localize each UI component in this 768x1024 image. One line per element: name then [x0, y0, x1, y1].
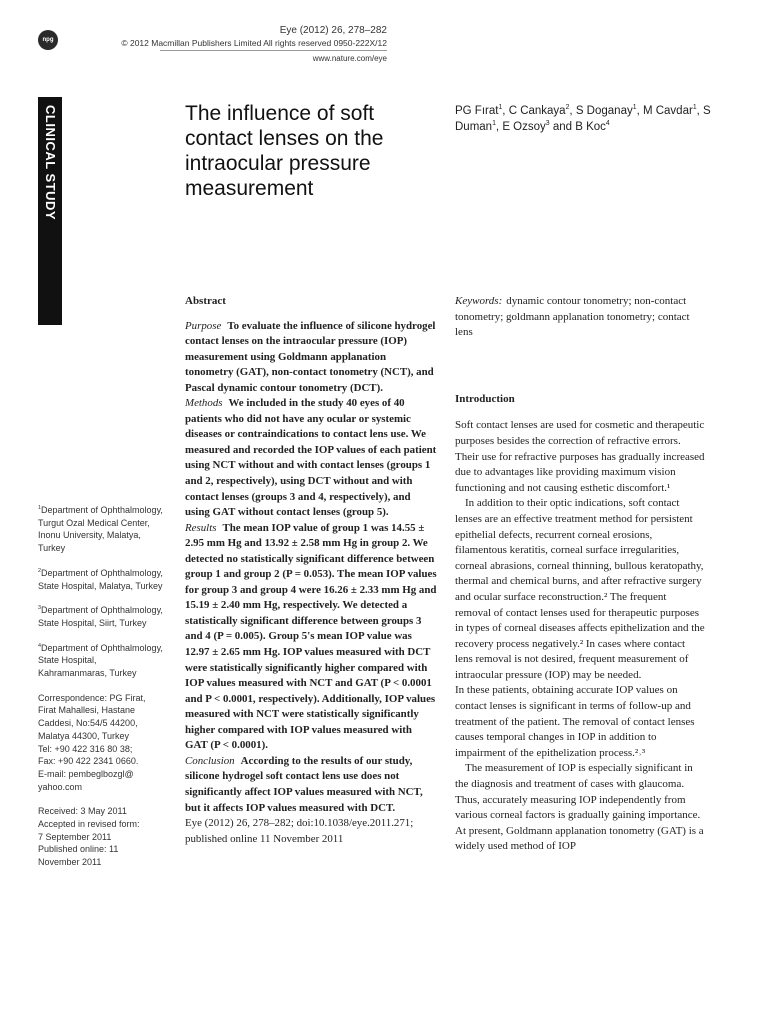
author-list: PG Fırat$^1$, C Cankaya$^2$, S Doganay$^1$, M Cavdar$^1$, S Duman$^1$, E Ozsoy$^3$ and B Koc$^4$	[455, 104, 711, 133]
date-line: 7 September 2011	[38, 831, 112, 842]
intro-paragraph: In addition to their optic indications, soft contact lenses are an effective treatment method for persistent epithelial defects, recurrent corneal erosions, filamentous keratitis, corneal surface irregularities, corneal abrasions, corneal thinning, bullous keratopathy, thermal and chemical burns, and after refractive surgery and ocular surface reconstruction.² The frequent removal of contact lenses used for therapeutic purposes in types of corneal diseases affects epithelization and the recovery process negatively.² In cases where contact lens removal is not desired, frequent measurement of intraocular pressure (IOP) may be needed.	[455, 497, 705, 681]
affiliation-number: 2	[38, 567, 41, 574]
affiliation-text: Department of Ophthalmology, State Hospital, Siirt, Turkey	[38, 605, 163, 628]
author-name: B Koc	[575, 121, 606, 133]
author-name: S Doganay	[575, 105, 633, 117]
date-line: Published online: 11	[38, 844, 119, 855]
abstract-citation: Eye (2012) 26, 278–282; doi:10.1038/eye.2011.271; published online 11 November 2011	[185, 817, 414, 845]
correspondence-line: Tel: +90 422 316 80 38;	[38, 743, 133, 754]
abstract-purpose-label: Purpose	[185, 319, 222, 332]
author-affiliation-mark: 1	[632, 104, 637, 112]
abstract-conclusion	[185, 754, 437, 816]
affiliation-number: 3	[38, 605, 41, 612]
side-notes	[38, 504, 164, 869]
affiliation-text: Department of Ophthalmology, State Hospital, Malatya, Turkey	[38, 567, 163, 591]
author-affiliation-mark: 2	[565, 104, 570, 112]
abstract-heading: Abstract	[185, 295, 226, 307]
abstract-methods	[185, 396, 437, 520]
author-affiliation-mark: 4	[605, 120, 610, 128]
abstract-purpose	[185, 319, 437, 397]
abstract-conclusion-text: According to the results of our study, silicone hydrogel soft contact lens use does not significantly affect IOP values measured with NCT, but it affects IOP values measured with DCT.	[185, 754, 423, 814]
correspondence-line: Malatya 44300, Turkey	[38, 730, 130, 741]
keywords-text: dynamic contour tonometry; non-contact tonometry; goldmann applanation tonometry; contact lens	[455, 295, 690, 339]
affiliation-number: 4	[38, 642, 41, 649]
author-name: S Duman	[455, 105, 711, 133]
keywords-label: Keywords:	[455, 295, 503, 307]
affiliation-number: 1	[38, 505, 41, 511]
author-affiliation-mark: 1	[692, 104, 697, 112]
correspondence-line: E-mail: pembeglbozgl@	[38, 768, 134, 779]
author-name: E Ozsoy	[502, 121, 546, 133]
affiliation	[38, 604, 164, 629]
abstract-results-text: The mean IOP value of group 1 was 14.55 ± 2.95 mm Hg and 13.92 ± 2.58 mm Hg in group 2. We detected no statistically significant difference between group 1 and group 2 (P = 0.053). The mean IOP values for group 3 and group 4 were 16.26 ± 2.33 mm Hg and 15.19 ± 2.40 mm Hg, respectively. We detected a statistically significant difference between groups 3 and 4 (P = 0.005). Group 5's mean IOP value was 12.97 ± 2.65 mm Hg. IOP values measured with DCT were statistically significantly higher compared with IOP values measured with NCT and GAT (P < 0.0001 and P < 0.0001, respectively). Additionally, IOP values measured with NCT were statistically significantly higher compared with IOP values measured with GAT (P < 0.0001).	[185, 521, 437, 752]
author-name: C Cankaya	[508, 105, 566, 117]
author-name: PG Fırat	[455, 105, 499, 117]
date-line: Accepted in revised form:	[38, 819, 140, 830]
main-text-column	[455, 294, 705, 855]
article-title: The influence of soft contact lenses on the intraocular pressure measurement	[185, 102, 384, 200]
abstract	[185, 294, 437, 847]
abstract-results-label: Results	[185, 521, 217, 534]
correspondence	[38, 692, 164, 794]
author-affiliation-mark: 1	[498, 104, 503, 112]
author-affiliation-mark: 1	[492, 120, 496, 128]
affiliations	[38, 504, 164, 680]
copyright-line: © 2012 Macmillan Publishers Limited All rights reserved 0950-222X/12	[121, 38, 387, 48]
journal-citation: Eye (2012) 26, 278–282	[279, 25, 387, 36]
date-line: November 2011	[38, 857, 102, 868]
journal-url[interactable]: www.nature.com/eye	[312, 54, 387, 63]
author-affiliation-mark: 3	[545, 120, 550, 128]
affiliation	[38, 504, 164, 555]
publisher-logo: npg	[38, 30, 58, 50]
affiliation	[38, 567, 164, 592]
header-rule	[160, 50, 387, 51]
abstract-methods-label: Methods	[185, 397, 223, 410]
correspondence-line: Fax: +90 422 2341 0660.	[38, 756, 139, 767]
correspondence-line: Correspondence: PG Firat,	[38, 692, 146, 703]
keywords	[455, 294, 705, 341]
abstract-purpose-text: To evaluate the influence of silicone hydrogel contact lenses on the intraocular pressure (IOP) measurement using Goldmann applanation tonometry (GAT), non-contact tonometry (NCT), and Pascal dynamic contour tonometry (DCT).	[185, 319, 436, 394]
correspondence-line: yahoo.com	[38, 781, 83, 792]
date-line: Received: 3 May 2011	[38, 806, 127, 817]
abstract-results	[185, 521, 437, 754]
section-band	[38, 97, 62, 325]
affiliation	[38, 642, 164, 680]
intro-paragraph: The measurement of IOP is especially significant in the diagnosis and treatment of cases with glaucoma. Thus, accurately measuring IOP independently from various corneal factors is gradually gaining importance. At present, Goldmann applanation tonometry (GAT) is a widely used method of IOP	[455, 762, 704, 853]
intro-paragraph: Soft contact lenses are used for cosmetic and therapeutic purposes besides the correction of refractive errors. Their use for refractive purposes has gradually increased due to advantages like providing maximum vision functioning and not causing esthetic discomfort.¹	[455, 419, 705, 494]
correspondence-line: Caddesi, No:54/5 44200,	[38, 718, 138, 729]
intro-paragraph: In these patients, obtaining accurate IOP values on contact lenses is significant in terms of follow-up and treatment of the patient. The removal of contact lenses causes temporal changes in IOP in addition to impairment of the epithelization process.²˒³	[455, 684, 695, 759]
section-band-label: CLINICAL STUDY	[43, 105, 58, 221]
abstract-conclusion-label: Conclusion	[185, 754, 235, 767]
affiliation-text: Department of Ophthalmology, Turgut Ozal Medical Center, Inonu University, Malatya, Turkey	[38, 505, 163, 554]
introduction-heading: Introduction	[455, 392, 515, 405]
abstract-methods-text: We included in the study 40 eyes of 40 patients who did not have any ocular or systemic diseases or contraindications to contact lens use. We measured and recorded the IOP values of each patient using NCT without and with contact lenses (groups 1 and 2, respectively), using DCT without and with contact lenses (groups 3 and 4, respectively), and using GAT without contact lenses (group 5).	[185, 397, 437, 519]
correspondence-line: Firat Mahallesi, Hastane	[38, 705, 136, 716]
author-name: M Cavdar	[642, 105, 693, 117]
article-dates	[38, 805, 164, 869]
affiliation-text: Department of Ophthalmology, State Hospital, Kahramanmaras, Turkey	[38, 642, 163, 679]
